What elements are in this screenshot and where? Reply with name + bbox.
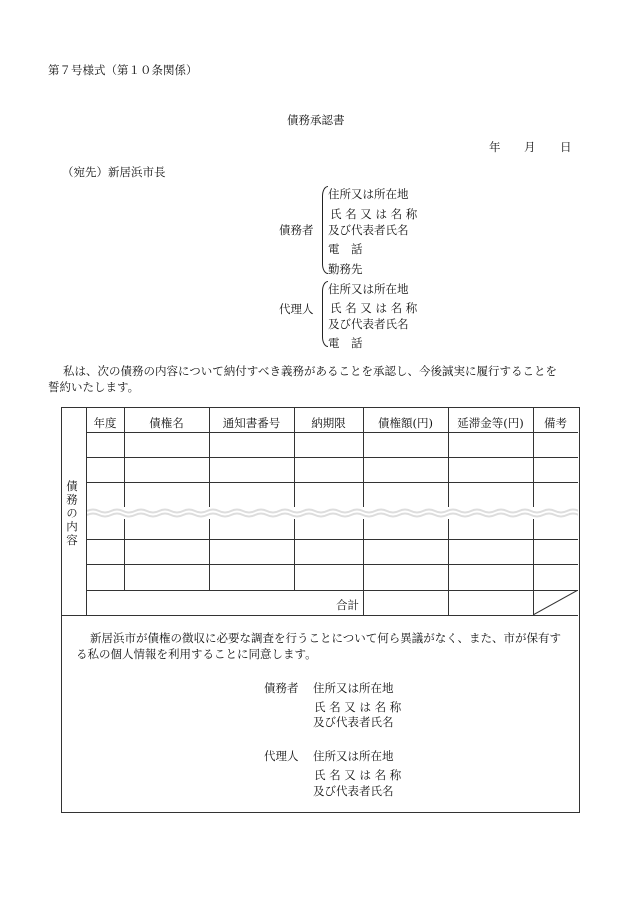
col-header-year: 年度	[93, 416, 117, 430]
remarks-total-diagonal	[533, 590, 578, 615]
col-header-remarks: 備考	[544, 416, 567, 430]
consent-debtor-name-2: 及び代表者氏名	[313, 715, 394, 729]
col-header-claim-name: 債権名	[149, 416, 184, 430]
debtor-name-label-1: 氏 名 又 は 名 称	[330, 207, 418, 221]
agent-phone-label: 電 話	[328, 336, 363, 350]
row-divider	[86, 564, 578, 565]
col-header-notice-number: 通知書番号	[222, 416, 281, 430]
debtor-workplace-label: 勤務先	[328, 262, 363, 276]
addressee: （宛先）新居浜市長	[62, 165, 166, 179]
total-row-divider	[86, 590, 578, 591]
consent-debtor-role: 債務者	[264, 681, 299, 695]
col-header-due-date: 納期限	[311, 416, 346, 430]
agent-address-label: 住所又は所在地	[328, 282, 409, 296]
debtor-phone-label: 電 話	[328, 242, 363, 256]
row-divider	[86, 457, 578, 458]
agent-name-label-2: 及び代表者氏名	[328, 317, 409, 331]
table-bottom-divider	[61, 615, 578, 616]
row-divider	[86, 482, 578, 483]
col-header-claim-amount: 債権額(円)	[378, 416, 433, 430]
agent-role-label: 代理人	[279, 302, 314, 316]
consent-debtor-name-1: 氏 名 又 は 名 称	[314, 700, 402, 714]
form-number: 第７号様式（第１０条関係）	[48, 63, 198, 77]
consent-line-2: る私の個人情報を利用することに同意します。	[76, 647, 317, 661]
consent-agent-address: 住所又は所在地	[313, 749, 394, 763]
debt-content-side-label: 債務の内容	[65, 480, 79, 548]
col-divider	[294, 407, 295, 590]
consent-agent-name-1: 氏 名 又 は 名 称	[314, 768, 402, 782]
col-divider	[209, 407, 210, 590]
table-break-band	[87, 507, 578, 519]
agent-name-label-1: 氏 名 又 は 名 称	[330, 301, 418, 315]
consent-line-1: 新居浜市が債権の徴収に必要な調査を行うことについて何ら異議がなく、また、市が保有す	[90, 631, 562, 645]
total-label: 合計	[336, 598, 359, 612]
consent-agent-name-2: 及び代表者氏名	[313, 784, 394, 798]
row-divider	[86, 539, 578, 540]
statement-line-1: 私は、次の債務の内容について納付すべき義務があることを承認し、今後誠実に履行することを	[63, 364, 558, 378]
consent-agent-role: 代理人	[264, 749, 299, 763]
consent-debtor-address: 住所又は所在地	[313, 681, 394, 695]
debtor-role-label: 債務者	[279, 223, 314, 237]
statement-line-2: 誓約いたします。	[48, 380, 140, 394]
debtor-address-label: 住所又は所在地	[328, 187, 409, 201]
col-divider	[124, 407, 125, 590]
header-row-divider	[86, 432, 578, 433]
date-year: 年	[489, 140, 501, 154]
date-month: 月	[524, 140, 536, 154]
col-header-late-fee: 延滞金等(円)	[457, 416, 524, 430]
debtor-name-label-2: 及び代表者氏名	[328, 223, 409, 237]
date-day: 日	[560, 140, 572, 154]
document-title: 債務承認書	[287, 113, 345, 127]
